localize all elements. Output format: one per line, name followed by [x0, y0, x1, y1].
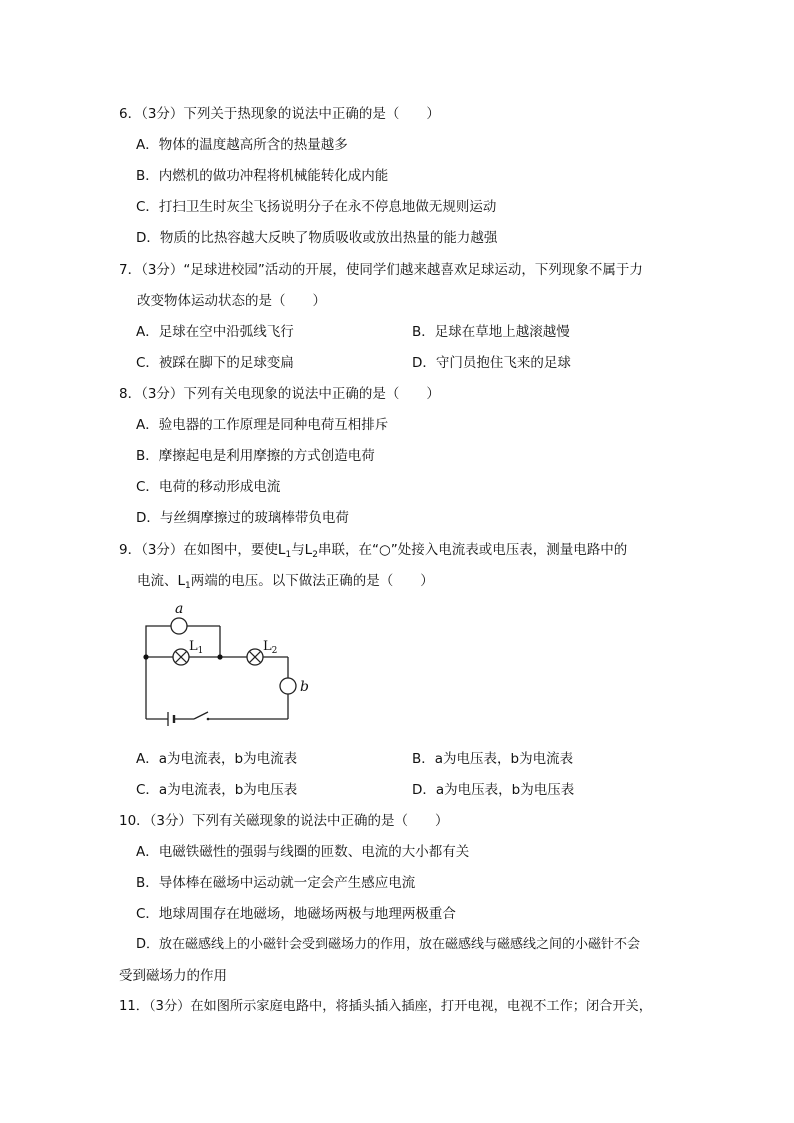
- q10-option-c: C．地球周围存在地磁场，地磁场两极与地理两极重合: [136, 906, 456, 922]
- q7-stem-cont: 改变物体运动状态的是（ ）: [137, 293, 326, 309]
- q6-stem: 6．（3分）下列关于热现象的说法中正确的是（ ）: [119, 106, 440, 122]
- junction-dot-left: [143, 654, 148, 659]
- q9-option-a: A．a为电流表，b为电流表: [136, 751, 298, 767]
- label-l1: $L_1$: [189, 639, 204, 656]
- label-b: b: [300, 679, 309, 695]
- q10-option-b: B．导体棒在磁场中运动就一定会产生感应电流: [136, 875, 416, 891]
- q7-option-b: B．足球在草地上越滚越慢: [412, 324, 570, 340]
- q9-stem: 9．（3分）在如图中，要使$L_1$与$L_2$串联，在“○”处接入电流表或电压表，测量电路中的: [119, 542, 628, 560]
- junction-dot-right: [217, 654, 222, 659]
- q10-option-a: A．电磁铁磁性的强弱与线圈的匝数、电流的大小都有关: [136, 844, 470, 860]
- q10-option-d-cont: 受到磁场力的作用: [119, 968, 227, 984]
- q8-option-a: A．验电器的工作原理是同种电荷互相排斥: [136, 417, 389, 433]
- q6-option-b: B．内燃机的做功冲程将机械能转化成内能: [136, 168, 389, 184]
- q9-option-d: D．a为电压表，b为电压表: [412, 782, 575, 798]
- lamp-l2-icon: [247, 649, 263, 665]
- q10-option-d: D．放在磁感线上的小磁针会受到磁场力的作用，放在磁感线与磁感线之间的小磁针不会: [136, 937, 641, 952]
- q7-option-d: D．守门员抱住飞来的足球: [412, 355, 571, 371]
- label-a: a: [175, 601, 184, 617]
- q7-stem: 7．（3分）“足球进校园”活动的开展，使同学们越来越喜欢足球运动，下列现象不属于力: [119, 262, 643, 278]
- q7-option-a: A．足球在空中沿弧线飞行: [136, 324, 294, 340]
- q6-option-a: A．物体的温度越高所含的热量越多: [136, 137, 348, 153]
- circuit-diagram: [136, 598, 316, 730]
- lamp-l1-icon: [173, 649, 189, 665]
- q10-stem: 10．（3分）下列有关磁现象的说法中正确的是（ ）: [119, 813, 449, 829]
- q9-option-c: C．a为电流表，b为电压表: [136, 782, 298, 798]
- q11-stem: 11．（3分）在如图所示家庭电路中，将插头插入插座，打开电视，电视不工作；闭合开关，: [119, 999, 652, 1014]
- q9-stem-cont: 电流、$L_1$两端的电压。以下做法正确的是（ ）: [137, 573, 434, 591]
- switch-icon: [194, 712, 209, 720]
- label-l2: $L_2$: [263, 639, 278, 656]
- meter-b-circle: [280, 678, 296, 694]
- q8-option-d: D．与丝绸摩擦过的玻璃棒带负电荷: [136, 510, 349, 526]
- q6-option-c: C．打扫卫生时灰尘飞扬说明分子在永不停息地做无规则运动: [136, 199, 497, 215]
- q8-option-b: B．摩擦起电是利用摩擦的方式创造电荷: [136, 448, 375, 464]
- meter-a-circle: [171, 618, 187, 634]
- q8-option-c: C．电荷的移动形成电流: [136, 479, 281, 495]
- q8-stem: 8．（3分）下列有关电现象的说法中正确的是（ ）: [119, 386, 440, 402]
- battery-icon: [168, 712, 174, 726]
- q9-option-b: B．a为电压表，b为电流表: [412, 751, 574, 767]
- q7-option-c: C．被踩在脚下的足球变扁: [136, 355, 294, 371]
- q6-option-d: D．物质的比热容越大反映了物质吸收或放出热量的能力越强: [136, 230, 498, 246]
